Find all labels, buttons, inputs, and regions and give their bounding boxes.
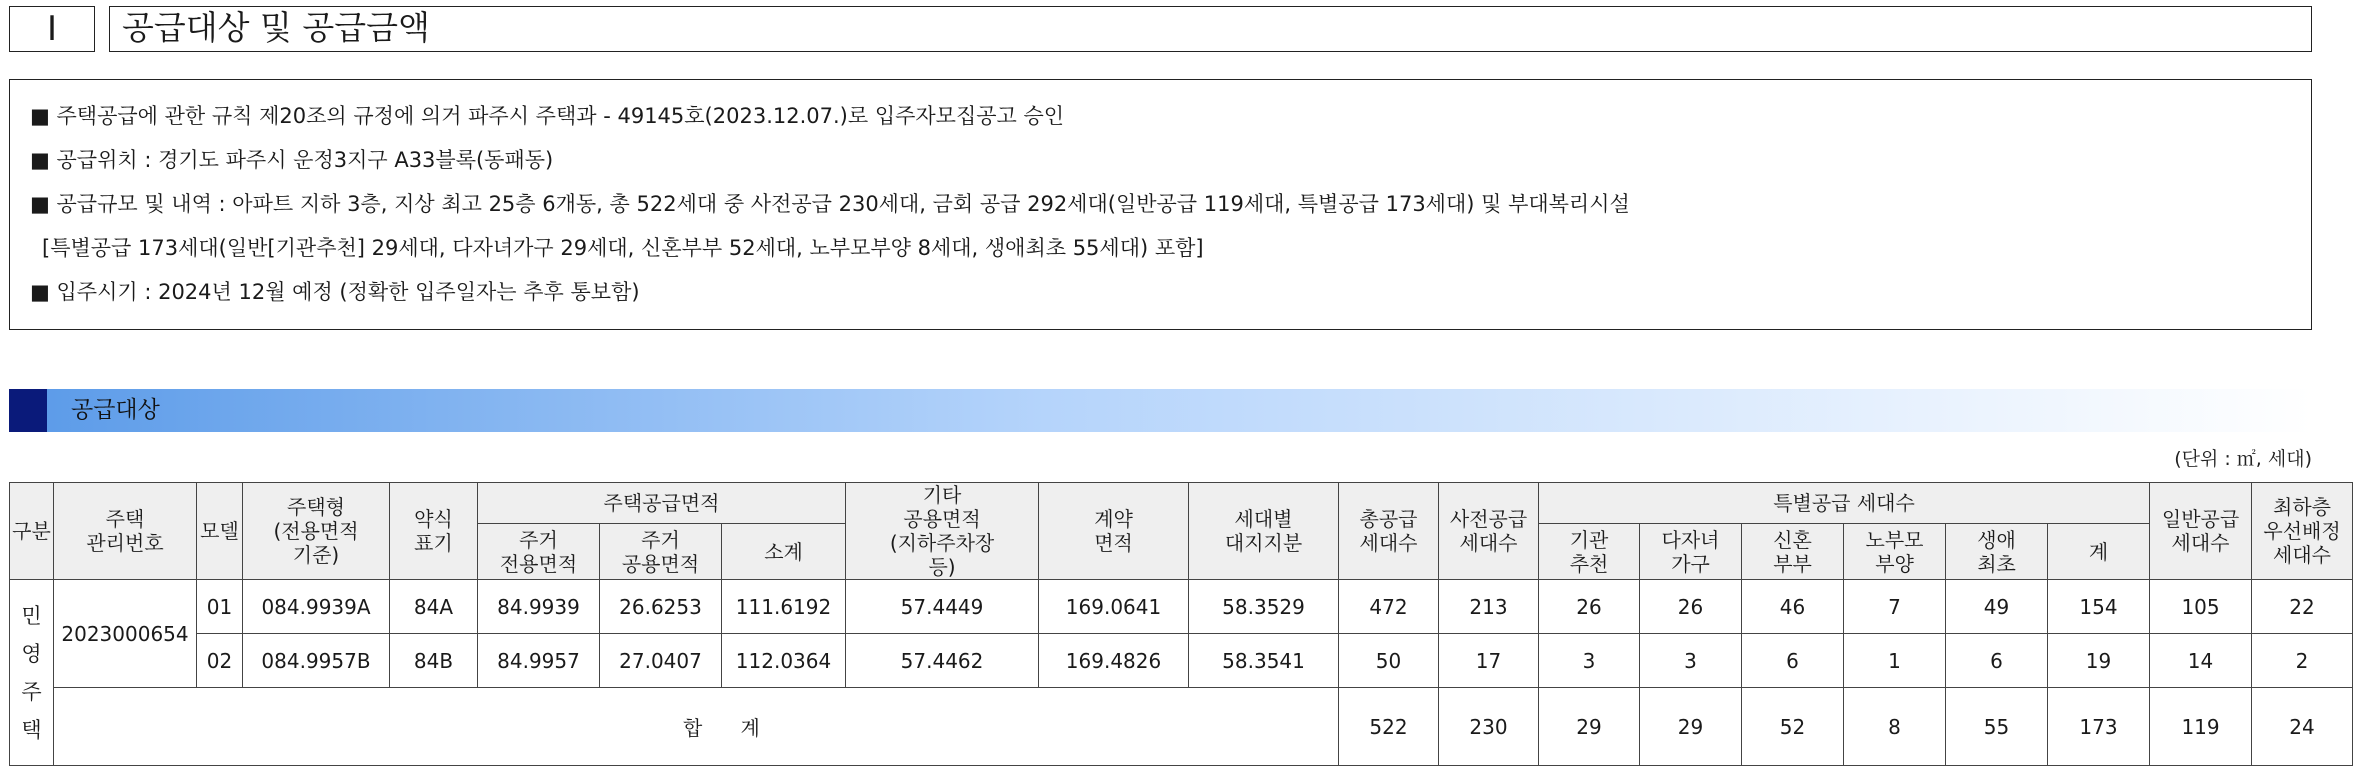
- header-total-units-text: 총공급 세대수: [1359, 507, 1418, 555]
- type-cell: 084.9939A: [243, 580, 390, 634]
- elderly-sum: 8: [1844, 688, 1946, 766]
- institution-cell: 26: [1539, 580, 1640, 634]
- section-title: 공급대상 및 공급금액: [109, 6, 2312, 52]
- multichild-sum: 29: [1640, 688, 1742, 766]
- lowest-floor-sum: 24: [2252, 688, 2353, 766]
- info-line-special-detail: [특별공급 173세대(일반[기관추천] 29세대, 다자녀가구 29세대, 신혼부부 52세대, 노부모부양 8세대, 생애최초 55세대) 포함]: [42, 236, 1204, 260]
- subtotal-cell: 111.6192: [722, 580, 846, 634]
- header-institution-text: 기관 추천: [1569, 527, 1609, 576]
- total-units-cell: 50: [1339, 634, 1439, 688]
- mgmt-no-cell: 2023000654: [54, 580, 197, 688]
- header-abbr-text: 약식 표기: [414, 507, 453, 555]
- newlywed-cell: 46: [1742, 580, 1844, 634]
- header-land-share: [1189, 483, 1339, 580]
- common-cell: 26.6253: [600, 580, 722, 634]
- header-subtotal: 소계: [722, 524, 846, 580]
- total-units-sum: 522: [1339, 688, 1439, 766]
- header-other-common: [846, 483, 1039, 580]
- pre-units-cell: 17: [1439, 634, 1539, 688]
- lowest-floor-cell: 2: [2252, 634, 2353, 688]
- exclusive-cell: 84.9939: [478, 580, 600, 634]
- header-lowest-floor: [2252, 483, 2353, 580]
- header-mgmt-no-text: 주택 관리번호: [86, 507, 164, 555]
- multichild-cell: 26: [1640, 580, 1742, 634]
- land-share-cell: 58.3541: [1189, 634, 1339, 688]
- special-total-cell: 19: [2048, 634, 2150, 688]
- header-mgmt-no: [54, 483, 197, 580]
- header-exclusive-text: 주거 전용면적: [499, 527, 578, 576]
- total-label-cell: [54, 688, 1339, 766]
- special-total-sum: 173: [2048, 688, 2150, 766]
- land-share-cell: 58.3529: [1189, 580, 1339, 634]
- header-common-text: 주거 공용면적: [621, 527, 700, 576]
- model-cell: 02: [197, 634, 243, 688]
- abbr-cell: 84A: [390, 580, 478, 634]
- elderly-cell: 1: [1844, 634, 1946, 688]
- general-sum: 119: [2150, 688, 2252, 766]
- subsection-marker: [9, 389, 47, 432]
- header-common: [600, 524, 722, 580]
- info-line-scale: ■ 공급규모 및 내역 : 아파트 지하 3층, 지상 최고 25층 6개동, 총 522세대 중 사전공급 230세대, 금회 공급 292세대(일반공급 119세대, 특별공급 173세대) 및 부대복리시설: [30, 192, 1630, 216]
- header-total-units: [1339, 483, 1439, 580]
- header-pre-units-text: 사전공급 세대수: [1449, 507, 1528, 555]
- other-common-cell: 57.4449: [846, 580, 1039, 634]
- total-label: 합 계: [683, 716, 760, 740]
- header-multichild-text: 다자녀 가구: [1661, 527, 1720, 576]
- header-other-common-text: 기타 공용면적 (지하주차장 등): [889, 483, 995, 579]
- header-firsttime: [1946, 524, 2048, 580]
- header-exclusive: [478, 524, 600, 580]
- institution-sum: 29: [1539, 688, 1640, 766]
- contract-area-cell: 169.0641: [1039, 580, 1189, 634]
- header-general: [2150, 483, 2252, 580]
- header-model: 모델: [197, 483, 243, 580]
- contract-area-cell: 169.4826: [1039, 634, 1189, 688]
- header-type: [243, 483, 390, 580]
- category-label: 민 영 주 택: [21, 603, 42, 742]
- table-row: [10, 580, 2353, 634]
- exclusive-cell: 84.9957: [478, 634, 600, 688]
- table-row: [10, 634, 2353, 688]
- header-abbr: [390, 483, 478, 580]
- header-institution: [1539, 524, 1640, 580]
- header-lowest-floor-text: 최하층 우선배정 세대수: [2263, 495, 2341, 567]
- elderly-cell: 7: [1844, 580, 1946, 634]
- info-line-approval: ■ 주택공급에 관한 규칙 제20조의 규정에 의거 파주시 주택과 - 49145호(2023.12.07.)로 입주자모집공고 승인: [30, 104, 1065, 128]
- table-total-row: [10, 688, 2353, 766]
- general-cell: 105: [2150, 580, 2252, 634]
- unit-note: (단위 : ㎡, 세대): [2174, 448, 2312, 470]
- header-elderly-text: 노부모 부양: [1865, 527, 1924, 576]
- common-cell: 27.0407: [600, 634, 722, 688]
- category-cell: [10, 580, 54, 766]
- multichild-cell: 3: [1640, 634, 1742, 688]
- subsection-header-bar: [9, 389, 2312, 432]
- firsttime-sum: 55: [1946, 688, 2048, 766]
- approval-info-box: [9, 79, 2312, 330]
- other-common-cell: 57.4462: [846, 634, 1039, 688]
- section-number: Ⅰ: [9, 6, 95, 52]
- newlywed-sum: 52: [1742, 688, 1844, 766]
- supply-table: [9, 482, 2353, 766]
- pre-units-sum: 230: [1439, 688, 1539, 766]
- section-title-row: [9, 6, 2312, 54]
- header-contract-area-text: 계약 면적: [1094, 507, 1133, 555]
- firsttime-cell: 6: [1946, 634, 2048, 688]
- newlywed-cell: 6: [1742, 634, 1844, 688]
- header-land-share-text: 세대별 대지지분: [1224, 507, 1303, 555]
- header-special-total: 계: [2048, 524, 2150, 580]
- subtotal-cell: 112.0364: [722, 634, 846, 688]
- pre-units-cell: 213: [1439, 580, 1539, 634]
- general-cell: 14: [2150, 634, 2252, 688]
- header-pre-units: [1439, 483, 1539, 580]
- header-firsttime-text: 생애 최초: [1977, 527, 2016, 576]
- header-newlywed: [1742, 524, 1844, 580]
- model-cell: 01: [197, 580, 243, 634]
- header-type-text: 주택형 (전용면적 기준): [273, 495, 359, 567]
- firsttime-cell: 49: [1946, 580, 2048, 634]
- info-line-location: ■ 공급위치 : 경기도 파주시 운정3지구 A33블록(동패동): [30, 148, 554, 172]
- institution-cell: 3: [1539, 634, 1640, 688]
- lowest-floor-cell: 22: [2252, 580, 2353, 634]
- header-supply-area: 주택공급면적: [478, 483, 846, 524]
- header-general-text: 일반공급 세대수: [2161, 507, 2240, 555]
- subsection-title: 공급대상: [71, 397, 160, 423]
- header-special: 특별공급 세대수: [1539, 483, 2150, 524]
- header-newlywed-text: 신혼 부부: [1773, 527, 1812, 576]
- special-total-cell: 154: [2048, 580, 2150, 634]
- header-elderly: [1844, 524, 1946, 580]
- table-header-row: [10, 483, 2353, 524]
- header-category: 구분: [10, 483, 54, 580]
- header-contract-area: [1039, 483, 1189, 580]
- total-units-cell: 472: [1339, 580, 1439, 634]
- info-line-move-in: ■ 입주시기 : 2024년 12월 예정 (정확한 입주일자는 추후 통보함): [30, 280, 640, 304]
- abbr-cell: 84B: [390, 634, 478, 688]
- type-cell: 084.9957B: [243, 634, 390, 688]
- header-multichild: [1640, 524, 1742, 580]
